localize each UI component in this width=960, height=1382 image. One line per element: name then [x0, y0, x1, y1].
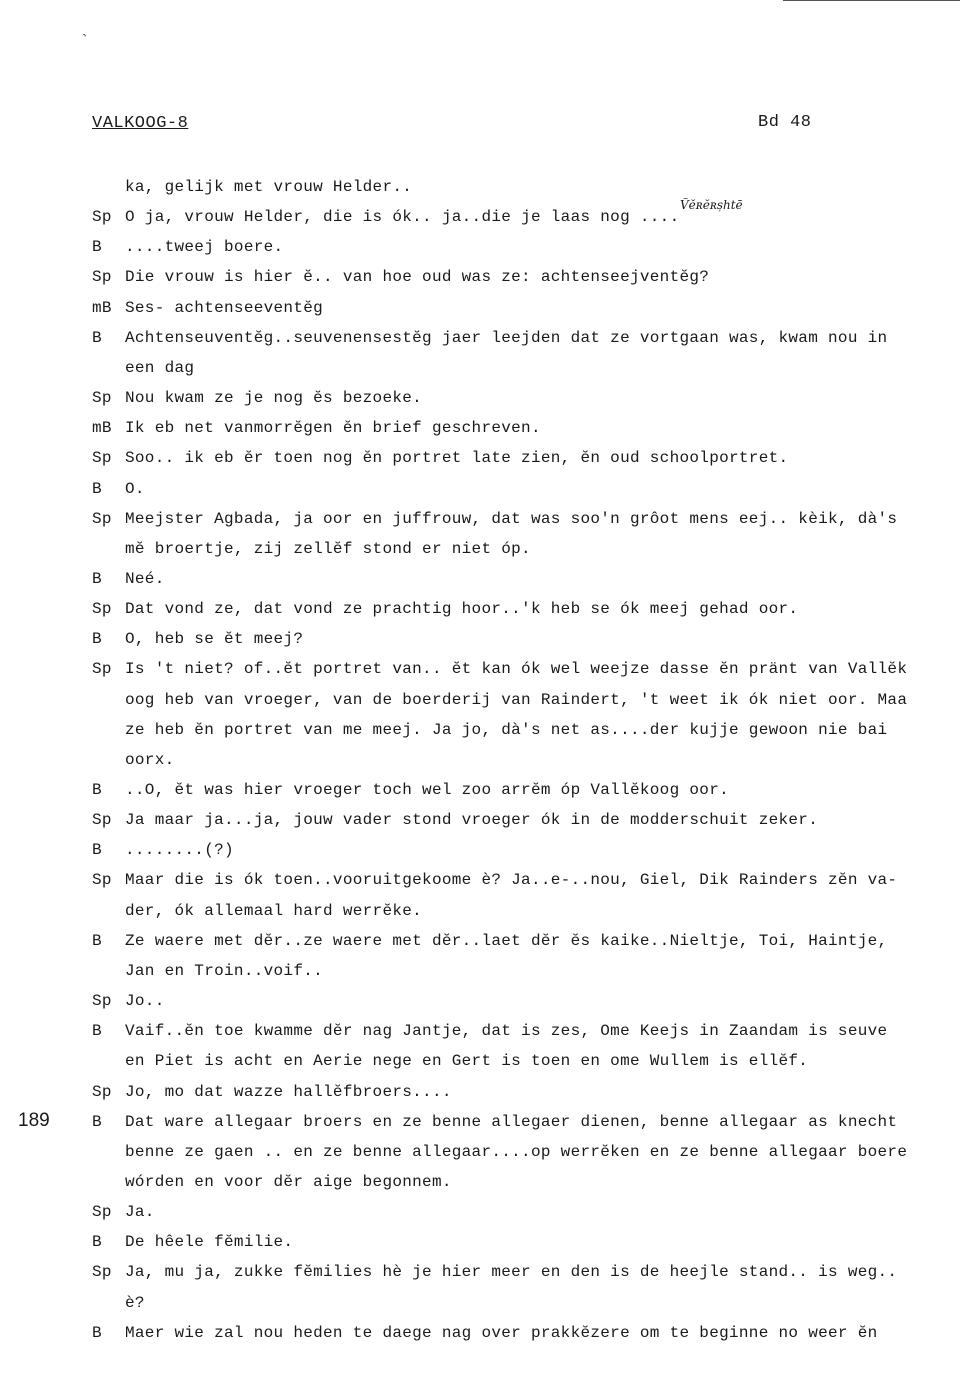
line-text: Dat ware allegaar broers en ze benne allegaer dienen, benne allegaar as knecht: [125, 1113, 898, 1131]
speaker-label: B: [92, 1324, 102, 1342]
transcript-line: [125, 356, 960, 380]
transcript-line: [92, 627, 960, 651]
speaker-label: B: [92, 1233, 102, 1251]
transcript-line: [92, 989, 960, 1013]
speaker-label: Sp: [92, 811, 112, 829]
line-text: Die vrouw is hier ĕ.. van hoe oud was ze: achtenseejventĕg?: [125, 268, 710, 286]
handwritten-annotation: Ṽĕʀĕʀșhtē: [680, 198, 743, 212]
line-text: è?: [125, 1294, 145, 1312]
transcript-line: [125, 688, 960, 712]
transcript-line: [92, 235, 960, 259]
speaker-label: Sp: [92, 510, 112, 528]
line-text: Jo, mo dat wazze hallĕfbroers....: [125, 1083, 452, 1101]
transcript-line: [92, 1260, 960, 1284]
line-text: Ze waere met dĕr..ze waere met dĕr..laet dĕr ĕs kaike..Nieltje, Toi, Haintje,: [125, 932, 888, 950]
transcript-line: [92, 1110, 960, 1134]
transcript-line: [92, 778, 960, 802]
line-text: benne ze gaen .. en ze benne allegaar....op werrĕken en ze benne allegaar boere: [125, 1143, 908, 1161]
line-text: wórden en voor dĕr aige begonnem.: [125, 1173, 452, 1191]
line-text: en Piet is acht en Aerie nege en Gert is toen en ome Wullem is ellĕf.: [125, 1052, 809, 1070]
line-text: Ik eb net vanmorrĕgen ĕn brief geschreven.: [125, 419, 541, 437]
transcript-line: [92, 929, 960, 953]
transcript-line: [125, 899, 960, 923]
transcript-line: [125, 1049, 960, 1073]
line-text: ze heb ĕn portret van me meej. Ja jo, dà's net as....der kujje gewoon nie bai: [125, 721, 888, 739]
transcript-line: [92, 1200, 960, 1224]
line-text: Ja maar ja...ja, jouw vader stond vroeger ók in de modderschuit zeker.: [125, 811, 819, 829]
line-text: De hêele fĕmilie.: [125, 1233, 294, 1251]
speaker-label: Sp: [92, 871, 112, 889]
line-text: O ja, vrouw Helder, die is ók.. ja..die je laas nog ....: [125, 208, 680, 226]
transcript-line: [92, 416, 960, 440]
line-text: Achtenseuventĕg..seuvenensestĕg jaer leejden dat ze vortgaan was, kwam nou in: [125, 329, 888, 347]
transcript-line: [92, 1230, 960, 1254]
speaker-label: mB: [92, 299, 112, 317]
speaker-label: B: [92, 238, 102, 256]
line-text: O.: [125, 480, 145, 498]
transcript-line: [92, 1019, 960, 1043]
line-text: Jan en Troin..voif..: [125, 962, 324, 980]
line-text: oog heb van vroeger, van de boerderij van Raindert, 't weet ik ók niet oor. Maa: [125, 691, 908, 709]
line-text: Meejster Agbada, ja oor en juffrouw, dat was soo'n grôot mens eej.. kèik, dà's: [125, 510, 898, 528]
line-text: O, heb se ĕt meej?: [125, 630, 304, 648]
transcript-line: [92, 838, 960, 862]
line-text: der, ók allemaal hard werrĕke.: [125, 902, 423, 920]
speaker-label: B: [92, 630, 102, 648]
line-text: Nou kwam ze je nog ĕs bezoeke.: [125, 389, 423, 407]
transcript-line: [125, 537, 960, 561]
transcript-line: [125, 959, 960, 983]
transcript-line: [125, 718, 960, 742]
speaker-label: Sp: [92, 660, 112, 678]
line-text: Dat vond ze, dat vond ze prachtig hoor..'k heb se ók meej gehad oor.: [125, 600, 799, 618]
line-text: mĕ broertje, zij zellĕf stond er niet óp.: [125, 540, 531, 558]
page-reference: Bd 48: [758, 113, 812, 132]
transcript-line: [125, 175, 960, 199]
line-text: Soo.. ik eb ĕr toen nog ĕn portret late zien, ĕn oud schoolportret.: [125, 449, 789, 467]
transcript-line: [92, 1321, 960, 1345]
line-text: Maer wie zal nou heden te daege nag over prakkĕzere om te beginne no weer ĕn: [125, 1324, 878, 1342]
speaker-label: Sp: [92, 600, 112, 618]
transcript-line: [92, 567, 960, 591]
transcript-line: [92, 265, 960, 289]
speaker-label: B: [92, 781, 102, 799]
document-title: VALKOOG-8: [92, 114, 189, 133]
speaker-label: B: [92, 841, 102, 859]
top-rule: [783, 0, 960, 1]
transcript-line: [92, 868, 960, 892]
transcript-line: [92, 326, 960, 350]
line-text: oorx.: [125, 751, 175, 769]
line-text: Maar die is ók toen..vooruitgekoome è? Ja..e-..nou, Giel, Dik Rainders zĕn va-: [125, 871, 898, 889]
speaker-label: B: [92, 1113, 102, 1131]
transcript-line: [92, 386, 960, 410]
line-text: ..O, ĕt was hier vroeger toch wel zoo arrĕm óp Vallĕkoog oor.: [125, 781, 729, 799]
line-text: Neé.: [125, 570, 165, 588]
line-text: ka, gelijk met vrouw Helder..: [125, 178, 413, 196]
line-text: ........(?): [125, 841, 234, 859]
speaker-label: Sp: [92, 1203, 112, 1221]
transcript-line: [125, 1170, 960, 1194]
line-text: Vaif..ĕn toe kwamme dĕr nag Jantje, dat is zes, Ome Keejs in Zaandam is seuve: [125, 1022, 888, 1040]
line-text: Ses- achtenseeventĕg: [125, 299, 324, 317]
speaker-label: Sp: [92, 1083, 112, 1101]
line-text: Jo..: [125, 992, 165, 1010]
corner-mark: ˎ: [82, 18, 88, 37]
line-text: ....tweej boere.: [125, 238, 284, 256]
speaker-label: B: [92, 570, 102, 588]
transcript-line: [92, 808, 960, 832]
speaker-label: Sp: [92, 1263, 112, 1281]
line-text: Ja.: [125, 1203, 155, 1221]
speaker-label: B: [92, 329, 102, 347]
transcript-line: [92, 446, 960, 470]
transcript-line: [125, 1291, 960, 1315]
transcript-line: [92, 477, 960, 501]
transcript-line: [92, 296, 960, 320]
speaker-label: B: [92, 1022, 102, 1040]
transcript-line: [92, 1080, 960, 1104]
speaker-label: Sp: [92, 449, 112, 467]
transcript-line: [125, 748, 960, 772]
speaker-label: B: [92, 480, 102, 498]
transcript-line: [92, 657, 960, 681]
line-text: een dag: [125, 359, 195, 377]
transcript-line: [125, 1140, 960, 1164]
transcript-line: [92, 507, 960, 531]
transcript-line: [92, 205, 960, 229]
speaker-label: Sp: [92, 389, 112, 407]
line-text: Is 't niet? of..ĕt portret van.. ĕt kan ók wel weejze dasse ĕn pränt van Vallĕk: [125, 660, 908, 678]
speaker-label: Sp: [92, 268, 112, 286]
margin-number: 189: [18, 1110, 50, 1131]
transcript-line: [92, 597, 960, 621]
line-text: Ja, mu ja, zukke fĕmilies hè je hier meer en den is de heejle stand.. is weg..: [125, 1263, 898, 1281]
speaker-label: B: [92, 932, 102, 950]
speaker-label: Sp: [92, 208, 112, 226]
speaker-label: mB: [92, 419, 112, 437]
speaker-label: Sp: [92, 992, 112, 1010]
